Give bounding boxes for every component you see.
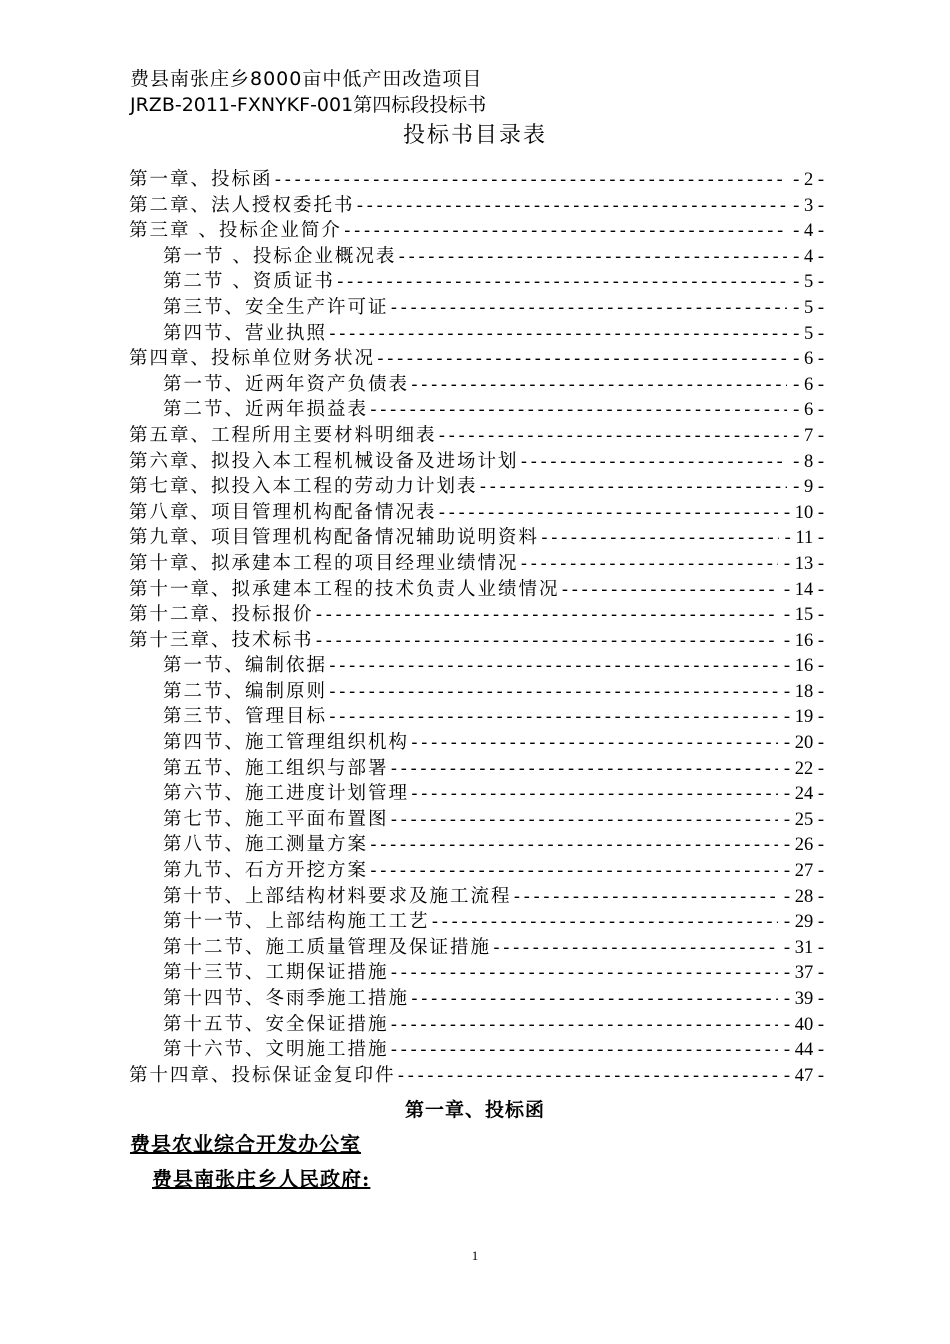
toc-entry[interactable] [129, 781, 824, 807]
toc-dot-leader [409, 781, 778, 807]
toc-entry-label: 第十三节、工期保证措施 [163, 962, 389, 984]
toc-dot-leader [375, 346, 787, 372]
toc-entry-label: 第七节、施工平面布置图 [163, 808, 389, 830]
toc-entry[interactable] [129, 500, 824, 526]
toc-dot-leader [389, 960, 778, 986]
toc-dot-leader [389, 1037, 778, 1063]
toc-entry-page: - 47 - [783, 1065, 824, 1086]
toc-entry-label: 第一节 、投标企业概况表 [163, 245, 397, 267]
toc-dot-leader [327, 653, 778, 679]
toc-entry[interactable] [129, 244, 824, 270]
toc-entry-page: - 16 - [783, 656, 824, 677]
toc-entry[interactable] [129, 1037, 824, 1063]
toc-entry-label: 第八节、施工测量方案 [163, 834, 369, 856]
toc-entry-page: - 5 - [793, 297, 824, 318]
toc-entry-label: 第三章 、投标企业简介 [129, 220, 342, 242]
toc-dot-leader [560, 577, 778, 603]
toc-entry-label: 第八章、项目管理机构配备情况表 [129, 501, 437, 523]
toc-dot-leader [314, 628, 778, 654]
toc-entry[interactable] [129, 730, 824, 756]
toc-dot-leader [539, 525, 779, 551]
toc-entry-page: - 44 - [783, 1040, 824, 1061]
toc-dot-leader [342, 218, 787, 244]
toc-entry[interactable] [129, 653, 824, 679]
toc-entry[interactable] [129, 1012, 824, 1038]
toc-entry-page: - 14 - [783, 579, 824, 600]
toc-entry-label: 第四节、营业执照 [163, 322, 328, 344]
toc-entry[interactable] [129, 935, 824, 961]
recipient-line-1: 费县农业综合开发办公室 [130, 1132, 361, 1156]
toc-dot-leader [355, 193, 788, 219]
toc-entry-label: 第二节、近两年损益表 [163, 399, 369, 421]
toc-entry-page: - 5 - [793, 323, 824, 344]
toc-entry[interactable] [129, 218, 824, 244]
toc-entry-label: 第十二章、投标报价 [129, 604, 314, 626]
toc-entry[interactable] [129, 704, 824, 730]
toc-entry-page: - 18 - [783, 681, 824, 702]
toc-entry-page: - 31 - [783, 937, 824, 958]
toc-entry[interactable] [129, 295, 824, 321]
toc-entry-label: 第十五节、安全保证措施 [163, 1013, 389, 1035]
toc-entry[interactable] [129, 372, 824, 398]
toc-entry-page: - 20 - [783, 733, 824, 754]
toc-entry-page: - 22 - [783, 758, 824, 779]
toc-entry-label: 第二章、法人授权委托书 [129, 194, 355, 216]
toc-entry-label: 第十章、拟承建本工程的项目经理业绩情况 [129, 552, 519, 574]
toc-entry-page: - 16 - [783, 630, 824, 651]
toc-entry-label: 第十一章、拟承建本工程的技术负责人业绩情况 [129, 578, 560, 600]
toc-entry-page: - 37 - [783, 963, 824, 984]
toc-entry-label: 第一节、编制依据 [163, 655, 328, 677]
toc-entry[interactable] [129, 397, 824, 423]
toc-entry-label: 第五章、工程所用主要材料明细表 [129, 424, 437, 446]
toc-dot-leader [314, 602, 778, 628]
toc-title: 投标书目录表 [402, 123, 547, 148]
toc-dot-leader [327, 321, 787, 347]
toc-entry-page: - 8 - [793, 451, 824, 472]
toc-dot-leader [389, 756, 778, 782]
toc-dot-leader [409, 730, 778, 756]
toc-entry[interactable] [129, 909, 824, 935]
toc-entry-page: - 2 - [793, 170, 824, 190]
toc-entry-label: 第十三章、技术标书 [129, 629, 314, 651]
toc-entry-label: 第三节、管理目标 [163, 706, 328, 728]
toc-entry-label: 第六章、拟投入本工程机械设备及进场计划 [129, 450, 519, 472]
toc-entry-label: 第三节、安全生产许可证 [163, 296, 389, 318]
toc-entry-page: - 39 - [783, 989, 824, 1009]
toc-dot-leader [273, 167, 788, 193]
toc-entry-label: 第十节、上部结构材料要求及施工流程 [163, 885, 512, 907]
toc-dot-leader [389, 807, 778, 833]
toc-entry-page: - 28 - [783, 886, 824, 907]
toc-entry[interactable] [129, 679, 824, 705]
page-number: 1 [471, 1248, 479, 1263]
toc-dot-leader [327, 679, 778, 705]
document-header-section: JRZB-2011-FXNYKF-001第四标段投标书 [130, 94, 487, 116]
toc-entry[interactable] [129, 832, 824, 858]
toc-entry-page: - 3 - [793, 195, 824, 216]
toc-entry-page: - 7 - [793, 425, 824, 446]
toc-entry-page: - 25 - [783, 809, 824, 830]
toc-entry-label: 第二节、编制原则 [163, 680, 328, 702]
toc-entry[interactable] [129, 474, 824, 500]
toc-entry-page: - 19 - [783, 707, 824, 728]
toc-entry[interactable] [129, 321, 824, 347]
toc-entry-page: - 6 - [793, 400, 824, 421]
document-header-project: 费县南张庄乡8000亩中低产田改造项目 [130, 68, 483, 90]
toc-entry[interactable] [129, 602, 824, 628]
toc-entry-label: 第一节、近两年资产负债表 [163, 373, 410, 395]
toc-entry[interactable] [129, 551, 824, 577]
toc-dot-leader [389, 295, 788, 321]
toc-dot-leader [437, 500, 778, 526]
toc-entry-label: 第十四章、投标保证金复印件 [129, 1064, 396, 1086]
toc-entry-label: 第一章、投标函 [129, 169, 273, 190]
toc-entry-label: 第九章、项目管理机构配备情况辅助说明资料 [129, 527, 540, 549]
toc-entry[interactable] [129, 269, 824, 295]
toc-entry-page: - 29 - [783, 912, 824, 933]
toc-dot-leader [478, 474, 788, 500]
toc-dot-leader [491, 935, 778, 961]
toc-entry[interactable] [129, 167, 824, 193]
toc-entry-page: - 4 - [793, 246, 824, 267]
toc-entry[interactable] [129, 756, 824, 782]
toc-entry-label: 第二节 、资质证书 [163, 271, 335, 293]
toc-dot-leader [519, 551, 778, 577]
toc-dot-leader [368, 858, 778, 884]
toc-entry-page: - 4 - [793, 221, 824, 242]
toc-dot-leader [389, 1012, 778, 1038]
toc-entry[interactable] [129, 986, 824, 1012]
toc-entry-page: - 26 - [783, 835, 824, 856]
toc-entry-label: 第九节、石方开挖方案 [163, 860, 369, 882]
recipient-line-2 [130, 1163, 370, 1192]
toc-entry-page: - 15 - [783, 605, 824, 626]
toc-entry[interactable] [129, 1063, 824, 1089]
toc-dot-leader [335, 269, 787, 295]
toc-entry-label: 第五节、施工组织与部署 [163, 757, 389, 779]
toc-entry-page: - 6 - [793, 374, 824, 395]
toc-entry-page: - 13 - [783, 553, 824, 574]
toc-dot-leader [519, 449, 788, 475]
toc-dot-leader [368, 832, 778, 858]
toc-entry[interactable] [129, 807, 824, 833]
toc-entry[interactable] [129, 858, 824, 884]
toc-entry-label: 第十一节、上部结构施工工艺 [163, 911, 430, 933]
toc-entry[interactable] [129, 525, 824, 551]
toc-dot-leader [396, 244, 787, 270]
toc-dot-leader [368, 397, 787, 423]
toc-entry-page: - 10 - [783, 502, 824, 523]
toc-dot-leader [396, 1063, 778, 1089]
toc-dot-leader [409, 372, 787, 398]
toc-entry-page: - 24 - [783, 784, 824, 805]
toc-dot-leader [430, 909, 778, 935]
toc-entry[interactable] [129, 960, 824, 986]
toc-dot-leader [512, 884, 778, 910]
toc-entry-page: - 9 - [793, 477, 824, 498]
table-of-contents [129, 167, 824, 1088]
toc-entry[interactable] [129, 884, 824, 910]
toc-entry-label: 第七章、拟投入本工程的劳动力计划表 [129, 476, 478, 498]
toc-entry-label: 第六节、施工进度计划管理 [163, 783, 410, 805]
toc-dot-leader [409, 986, 778, 1012]
toc-entry-label: 第十六节、文明施工措施 [163, 1039, 389, 1061]
toc-dot-leader [437, 423, 788, 449]
toc-entry-label: 第十二节、施工质量管理及保证措施 [163, 936, 492, 958]
toc-entry-label: 第十四节、冬雨季施工措施 [163, 988, 410, 1009]
toc-dot-leader [327, 704, 778, 730]
toc-entry-page: - 6 - [793, 349, 824, 370]
toc-entry-label: 第四节、施工管理组织机构 [163, 732, 410, 754]
chapter-heading: 第一章、投标函 [404, 1099, 545, 1121]
toc-entry[interactable] [129, 346, 824, 372]
toc-entry-page: - 5 - [793, 272, 824, 293]
recipient-line-2-text: 费县南张庄乡人民政府: [152, 1167, 371, 1191]
toc-entry-page: - 27 - [783, 861, 824, 882]
toc-entry[interactable] [129, 449, 824, 475]
toc-entry[interactable] [129, 423, 824, 449]
toc-entry[interactable] [129, 193, 824, 219]
toc-entry-label: 第四章、投标单位财务状况 [129, 348, 376, 370]
toc-entry[interactable] [129, 577, 824, 603]
toc-entry-page: - 40 - [783, 1014, 824, 1035]
toc-entry-page: - 11 - [784, 528, 824, 549]
toc-entry[interactable] [129, 628, 824, 654]
